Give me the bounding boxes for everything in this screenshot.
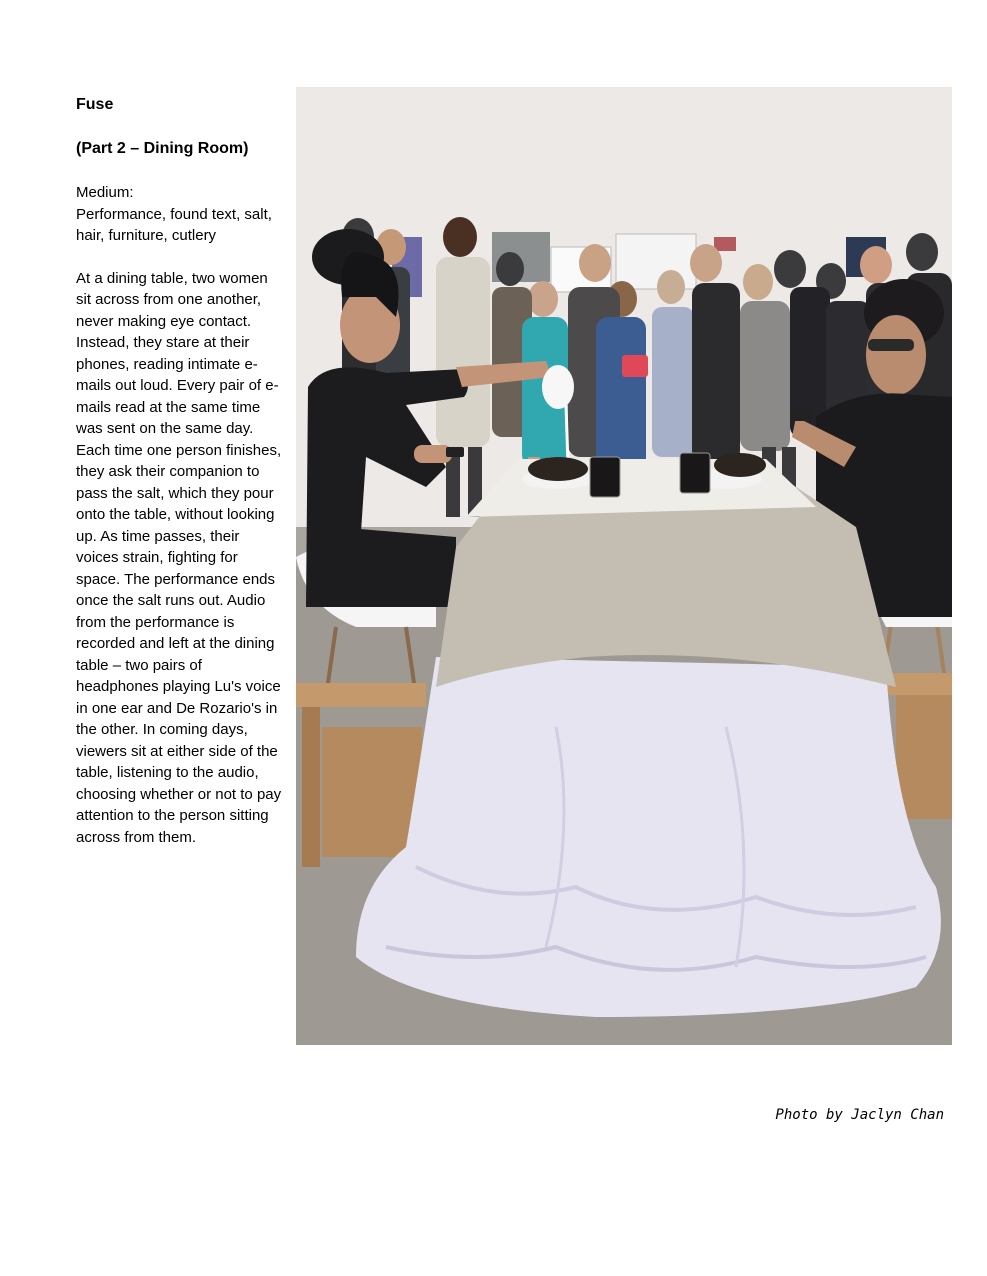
medium-label: Medium: xyxy=(76,184,134,201)
medium-value: Performance, found text, salt, hair, furniture, cutlery xyxy=(76,205,272,244)
work-description: At a dining table, two women sit across from one another, never making eye contact. Instead, they stare at their phones, reading intimate e-mails out loud. Every pair of e-mails read at the same time was sent on the same day. Each time one person finishes, they ask their companion to pass the salt, which they pour onto the table, without looking up. As time passes, their voices strain, fighting for space. The performance ends once the salt runs out. Audio from the performance is recorded and left at the dining table – two pairs of headphones playing Lu's voice in one ear and De Rozario's in the other. In coming days, viewers sit at either side of the table, listening to the audio, choosing whether or not to pay attention to the person sitting across from them. xyxy=(76,269,282,846)
photo-credit: Photo by Jaclyn Chan xyxy=(775,1107,944,1123)
performance-photo xyxy=(296,87,952,1045)
work-title: Fuse xyxy=(76,96,114,113)
text-column xyxy=(76,94,282,848)
performance-photo-illustration xyxy=(296,87,952,1045)
work-subtitle: (Part 2 – Dining Room) xyxy=(76,140,249,157)
